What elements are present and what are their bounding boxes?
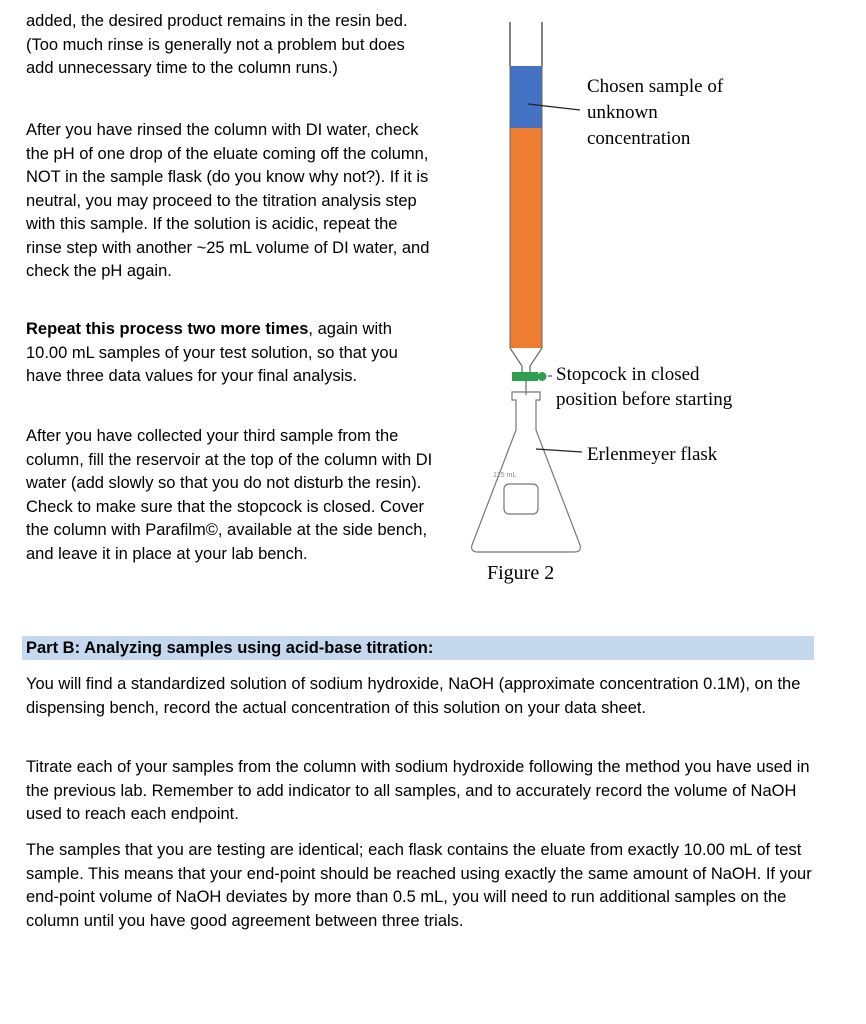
figure-caption: Figure 2 <box>487 562 555 584</box>
repeat-rest: , again with 10.00 mL samples of your test solution, so that you have three data values for your final analysis. <box>26 320 398 385</box>
paragraph-repeat <box>26 318 436 389</box>
erlenmeyer-flask <box>472 392 581 552</box>
label-stopcock-line2: position before starting <box>556 389 733 410</box>
label-sample-line1: Chosen sample of <box>587 76 724 97</box>
stopcock <box>512 372 538 381</box>
part-b-heading: Part B: Analyzing samples using acid-base titration: <box>22 636 814 660</box>
label-stopcock-line1: Stopcock in closed <box>556 364 700 385</box>
label-sample-line2: unknown <box>587 102 658 123</box>
column-taper <box>510 348 542 372</box>
repeat-emphasis: Repeat this process two more times <box>26 320 309 338</box>
stopcock-handle <box>538 372 547 381</box>
figure-2-column-diagram <box>470 0 800 600</box>
paragraph-third-sample: After you have collected your third sample from the column, fill the reservoir at the top of the column with DI water (add slowly so that you do not disturb the resin). Check to make sure that the stopcock is closed. Cover the column with Parafilm©, available at the side bench, and leave it in place at your lab bench. <box>26 427 433 563</box>
paragraph-rinse-note: added, the desired product remains in the resin bed. (Too much rinse is generally not a problem but does add unnecessary time to the column runs.) <box>26 12 408 77</box>
resin-bed <box>510 128 542 348</box>
label-sample-line3: concentration <box>587 128 691 149</box>
label-flask: Erlenmeyer flask <box>587 444 718 465</box>
flask-volume-text: 125 mL <box>493 472 517 479</box>
paragraph-identical-samples: The samples that you are testing are identical; each flask contains the eluate from exactly 10.00 mL of test sample. This means that your end-point should be reached using exactly the same amount of NaOH. If your end-point volume of NaOH deviates by more than 0.5 mL, you will need to run additional samples on the column until you have good agreement between three trials. <box>26 841 812 930</box>
callout-line-flask <box>536 449 582 452</box>
sample-liquid <box>510 66 542 128</box>
paragraph-check-ph: After you have rinsed the column with DI water, check the pH of one drop of the eluate coming off the column, NOT in the sample flask (do you know why not?). If it is neutral, you may proceed to the titration analysis step with this sample. If the solution is acidic, repeat the rinse step with another ~25 mL volume of DI water, and check the pH again. <box>26 121 430 280</box>
paragraph-naoh-solution: You will find a standardized solution of sodium hydroxide, NaOH (approximate concentration 0.1M), on the dispensing bench, record the actual concentration of this solution on your data sheet. <box>26 675 801 717</box>
flask-label-box <box>504 484 538 514</box>
paragraph-titrate: Titrate each of your samples from the column with sodium hydroxide following the method you have used in the previous lab. Remember to add indicator to all samples, and to accurately record the volume of NaOH used to reach each endpoint. <box>26 758 810 823</box>
